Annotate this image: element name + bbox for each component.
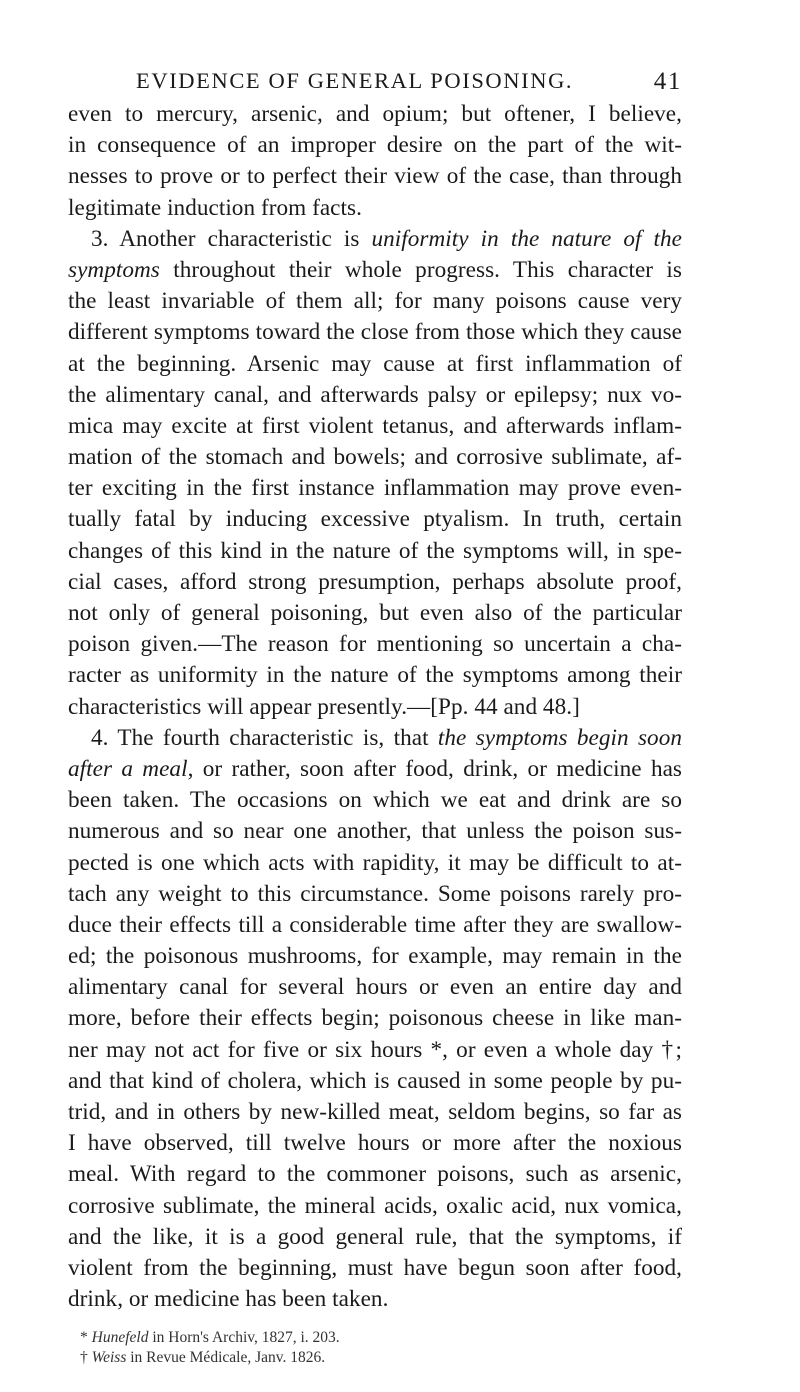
text-line: corrosive sublimate, the mineral acids, oxalic acid, nux vomica, [68,1192,682,1219]
text-line: ner may not act for five or six hours *, or even a whole day †; [68,1036,682,1063]
text-line: mica may excite at first violent tetanus, and afterwards inflam- [68,412,682,439]
footnote: † Weiss in Revue Médicale, Janv. 1826. [80,1349,326,1366]
text-line: the alimentary canal, and afterwards palsy or epilepsy; nux vo- [68,381,682,408]
running-head-title: EVIDENCE OF GENERAL POISONING. [136,68,574,93]
text-line: not only of general poisoning, but even also of the particular [68,600,682,626]
text-line: pected is one which acts with rapidity, it may be difficult to at- [68,849,682,876]
text-line: and the like, it is a good general rule, that the symptoms, if [68,1223,682,1250]
text-line: different symptoms toward the close from those which they cause [68,319,682,346]
text-line: violent from the beginning, must have begun soon after food, [68,1254,682,1281]
footnote: * Hunefeld in Horn's Archiv, 1827, i. 203. [80,1329,340,1346]
body-text [68,99,682,1315]
text-line: ter exciting in the first instance inflammation may prove even- [68,475,682,502]
text-line: characteristics will appear presently.—[Pp. 44 and 48.] [68,693,580,720]
page-number: 41 [653,68,682,95]
text-line: nesses to prove or to perfect their view of the case, than through [68,163,682,190]
text-line: racter as uniformity in the nature of the symptoms among their [68,662,682,689]
text-line: more, before their effects begin; poisonous cheese in like man- [68,1005,682,1032]
text-line: even to mercury, arsenic, and opium; but oftener, I believe, [68,101,682,127]
text-line: poison given.—The reason for mentioning so uncertain a cha- [68,631,682,658]
text-line: alimentary canal for several hours or even an entire day and [68,974,682,1001]
text-line: numerous and so near one another, that unless the poison sus- [68,818,682,845]
text-line: duce their effects till a considerable time after they are swallow- [68,911,682,938]
paragraph-4-start: 4. The fourth characteristic is, that the symptoms begin soon [91,724,682,751]
text-line: I have observed, till twelve hours or more after the noxious [68,1130,682,1157]
paragraph-3-start: 3. Another characteristic is uniformity in the nature of the [91,225,682,252]
text-line: meal. With regard to the commoner poisons, such as arsenic, [68,1161,682,1188]
text-line: trid, and in others by new-killed meat, seldom begins, so far as [68,1099,682,1125]
text-line: been taken. The occasions on which we eat and drink are so [68,787,682,814]
text-line: legitimate induction from facts. [68,194,362,221]
text-line: symptoms throughout their whole progress. This character is [68,256,682,283]
text-line: tach any weight to this circumstance. Some poisons rarely pro- [68,880,682,907]
text-line: after a meal, or rather, soon after food, drink, or medicine has [68,755,683,782]
text-line: tually fatal by inducing excessive ptyalism. In truth, certain [68,506,682,533]
footnotes [80,1328,580,1368]
text-line: changes of this kind in the nature of the symptoms will, in spe- [68,537,682,564]
text-line: cial cases, afford strong presumption, perhaps absolute proof, [68,568,682,595]
text-line: and that kind of cholera, which is caused in some people by pu- [68,1067,682,1094]
text-line: at the beginning. Arsenic may cause at first inflammation of [68,350,682,377]
text-line: mation of the stomach and bowels; and corrosive sublimate, af- [68,444,682,471]
text-line: ed; the poisonous mushrooms, for example, may remain in the [68,943,682,970]
text-line: the least invariable of them all; for many poisons cause very [68,288,682,315]
text-line: drink, or medicine has been taken. [68,1286,389,1313]
text-line: in consequence of an improper desire on the part of the wit- [68,132,682,159]
